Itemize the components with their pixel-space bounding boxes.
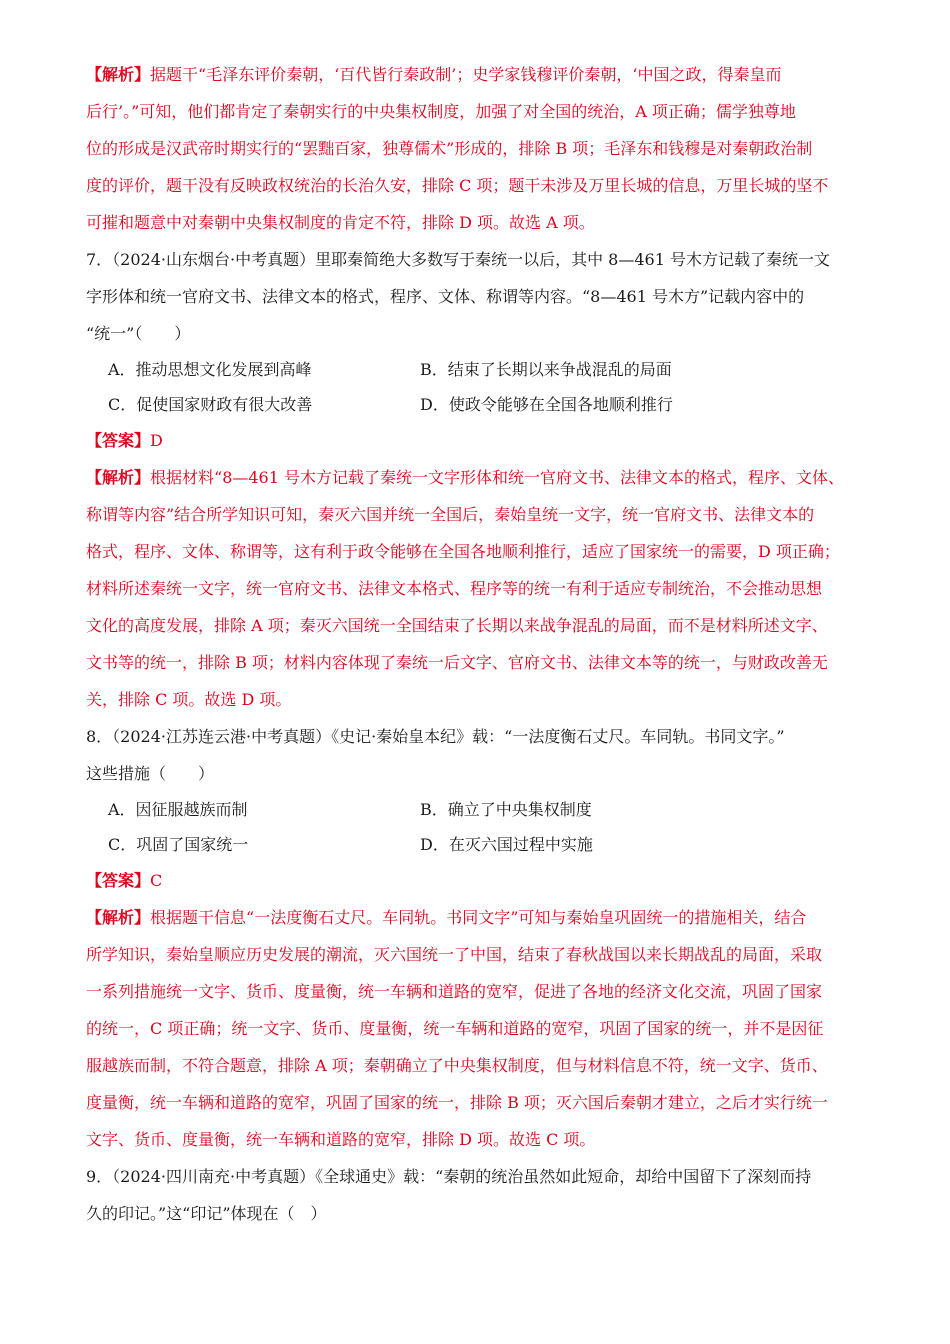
- q8-stem-line: 8．（2024·江苏连云港·中考真题）《史记·秦始皇本纪》载：“一法度衡石丈尺。车同轨。书同文字。”: [86, 727, 785, 746]
- q8-analysis-line: 度量衡，统一车辆和道路的宽窄，巩固了国家的统一，排除 B 项；灭六国后秦朝才建立，之后才实行统一: [86, 1093, 828, 1112]
- q7-analysis-line: 称谓等内容”结合所学知识可知，秦灭六国并统一全国后，秦始皇统一文字，统一官府文书、法律文本的: [86, 505, 815, 524]
- q7-analysis-line: 格式，程序、文体、称谓等，这有利于政令能够在全国各地顺利推行，适应了国家统一的需要，D 项正确；: [86, 542, 840, 561]
- q8-analysis-line: 的统一，C 项正确；统一文字、货币、度量衡，统一车辆和道路的宽窄，巩固了国家的统一，并不是因征: [86, 1019, 824, 1038]
- q8-answer: [86, 862, 870, 899]
- q8-analysis-line: 一系列措施统一文字、货币、度量衡，统一车辆和道路的宽窄，促进了各地的经济文化交流，巩固了国家: [86, 982, 823, 1001]
- q7-analysis-line: 【解析】根据材料“8—461 号木方记载了秦统一文字形体和统一官府文书、法律文本的格式，程序、文体、: [86, 468, 845, 487]
- q6-analysis-line: 位的形成是汉武帝时期实行的“罢黜百家，独尊儒术”形成的，排除 B 项；毛泽东和钱穆是对秦朝政治制: [86, 139, 813, 158]
- q8-analysis-line: 【解析】根据题干信息“一法度衡石丈尺。车同轨。书同文字”可知与秦始皇巩固统一的措施相关，结合: [86, 908, 807, 927]
- q8-analysis-line: 所学知识，秦始皇顺应历史发展的潮流，灭六国统一了中国，结束了春秋战国以来长期战乱的局面，采取: [86, 945, 823, 964]
- q8-analysis-line: 文字、货币、度量衡，统一车辆和道路的宽窄，排除 D 项。故选 C 项。: [86, 1130, 596, 1149]
- q7-analysis-line: 文书等的统一，排除 B 项；材料内容体现了秦统一后文字、官府文书、法律文本等的统一，与财政改善无: [86, 653, 828, 672]
- q8-option-d: D．在灭六国过程中实施: [420, 835, 593, 854]
- q7-option-b: B．结束了长期以来争战混乱的局面: [420, 360, 672, 379]
- q7-options-row-2: [86, 387, 870, 422]
- q7-analysis-line: 材料所述秦统一文字，统一官府文书、法律文本格式、程序等的统一有利于适应专制统治，不会推动思想: [86, 579, 823, 598]
- analysis-tag: 【解析】: [86, 908, 151, 927]
- analysis-tag: 【解析】: [86, 468, 151, 487]
- answer-value: D: [150, 431, 163, 450]
- question-9: [86, 1158, 870, 1232]
- q8-analysis-line: 服越族而制，不符合题意，排除 A 项；秦朝确立了中央集权制度，但与材料信息不符，统一文字、货币、: [86, 1056, 828, 1075]
- q9-stem-line: 久的印记。”这“印记”体现在（ ）: [86, 1204, 327, 1223]
- q6-analysis-line: 可摧和题意中对秦朝中央集权制度的肯定不符，排除 D 项。故选 A 项。: [86, 213, 595, 232]
- q8-option-a: A．因征服越族而制: [108, 800, 248, 819]
- q7-option-a: A．推动思想文化发展到高峰: [108, 360, 312, 379]
- q7-stem-line: 字形体和统一官府文书、法律文本的格式，程序、文体、称谓等内容。“8—461 号木方”记载内容中的: [86, 287, 805, 306]
- q6-analysis-line: 度的评价，题干没有反映政权统治的长治久安，排除 C 项；题干未涉及万里长城的信息，万里长城的坚不: [86, 176, 829, 195]
- question-7: [86, 241, 870, 718]
- q7-answer: [86, 422, 870, 459]
- q7-options-row-1: [86, 352, 870, 387]
- q7-analysis-line: 关，排除 C 项。故选 D 项。: [86, 690, 292, 709]
- q7-option-d: D．使政令能够在全国各地顺利推行: [420, 395, 673, 414]
- q9-stem-line: 9．（2024·四川南充·中考真题）《全球通史》载：“秦朝的统治虽然如此短命，却给中国留下了深刻而持: [86, 1167, 812, 1186]
- q6-analysis: [86, 56, 870, 241]
- question-8: [86, 718, 870, 1158]
- q7-stem-line: “统一”（ ）: [86, 324, 191, 343]
- q7-option-c: C．促使国家财政有很大改善: [108, 395, 313, 414]
- answer-tag: 【答案】: [86, 431, 151, 450]
- q7-analysis-line: 文化的高度发展，排除 A 项；秦灭六国统一全国结束了长期以来战争混乱的局面，而不是材料所述文字、: [86, 616, 828, 635]
- q8-option-b: B．确立了中央集权制度: [420, 800, 592, 819]
- document-page: [86, 56, 870, 1232]
- q6-analysis-line: 后行’。”可知，他们都肯定了秦朝实行的中央集权制度，加强了对全国的统治，A 项正确；儒学独尊地: [86, 102, 796, 121]
- q8-options-row-1: [86, 792, 870, 827]
- q8-option-c: C．巩固了国家统一: [108, 835, 249, 854]
- q6-analysis-line: 【解析】据题干“毛泽东评价秦朝，‘百代皆行秦政制’；史学家钱穆评价秦朝，‘中国之政，得秦皇而: [86, 65, 782, 84]
- q8-stem-line: 这些措施（ ）: [86, 764, 215, 783]
- q7-stem-line: 7．（2024·山东烟台·中考真题）里耶秦简绝大多数写于秦统一以后，其中 8—461 号木方记载了秦统一文: [86, 250, 830, 269]
- q8-options-row-2: [86, 827, 870, 862]
- answer-value: C: [150, 871, 163, 890]
- answer-tag: 【答案】: [86, 871, 151, 890]
- analysis-tag: 【解析】: [86, 65, 151, 84]
